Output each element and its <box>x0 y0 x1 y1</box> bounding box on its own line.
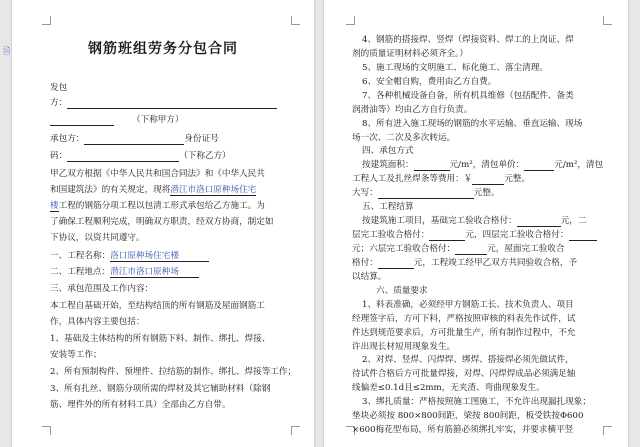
text-line <box>362 215 587 227</box>
label: 大写： <box>352 188 378 199</box>
blank-field[interactable] <box>472 174 504 185</box>
blank-field[interactable] <box>569 230 597 241</box>
blank-field[interactable] <box>378 188 474 199</box>
section-heading: 六、质量要求 <box>376 285 428 296</box>
label: 元，屋面完工验收合 <box>487 244 565 254</box>
text-line: 6、安全帽自购，费用由乙方自费。 <box>362 76 497 87</box>
label: 元/m²，清包 <box>554 160 604 171</box>
blank-field[interactable] <box>67 151 179 162</box>
document-title: 钢筋班组劳务分包合同 <box>88 41 238 57</box>
text-line: 2、所有预制构件、预埋件、拉结筋的制作、绑扎、焊接等工作； <box>50 367 297 377</box>
text-line <box>50 250 209 262</box>
text-line <box>50 97 277 109</box>
page-corner-mark <box>346 16 355 25</box>
label: 身份证号 <box>184 134 219 144</box>
label: 元，工程竣工经甲乙双方共同验收合格，予 <box>413 257 578 268</box>
text: 和国建筑法》的有关规定，现将 <box>50 185 171 195</box>
blank-field[interactable] <box>455 244 487 255</box>
text-line: 剂的质量证明材料必须齐全。） <box>352 48 469 59</box>
label: 方： <box>50 98 68 108</box>
text-line <box>352 229 597 241</box>
text-line <box>362 159 603 171</box>
text-line <box>50 150 231 162</box>
blank-field[interactable] <box>50 115 114 126</box>
blank-field[interactable] <box>517 216 561 227</box>
text-line <box>352 173 530 185</box>
text-line <box>50 133 219 145</box>
document-page-left <box>12 0 314 447</box>
text-line: 以结算。 <box>352 271 387 282</box>
text-line: 8、所有进入施工现场的钢筋的水平运输、垂直运输、现场 <box>362 118 583 129</box>
text-line: 待试件合格后方可批量焊接，对焊、闪焊焊成品必须满足轴 <box>352 369 576 380</box>
label: 层完工验收合格付： <box>352 230 430 240</box>
text-line <box>50 184 256 196</box>
text-line: 1、料表准确，必须经甲方钢筋工长、技术负责人、项目 <box>362 299 574 310</box>
label: 一、工程名称： <box>50 251 111 261</box>
label: 元/m²，清包单价： <box>449 160 525 171</box>
label: 按建筑施工项目，基础完工验收合格付： <box>362 216 517 227</box>
blank-field[interactable] <box>524 160 554 171</box>
label: 元；六层完工验收合格付： <box>352 244 456 254</box>
text-line: 5、施工现场的文明施工、标化施工、落尘清理。 <box>362 62 548 73</box>
text-line: 经理签字后，方可下料，严格按照审核的料表先作试件，试 <box>352 313 576 324</box>
text-line: 发包 <box>50 83 68 93</box>
page-corner-mark <box>42 426 51 435</box>
text-line: 下协议，以资共同遵守。 <box>50 233 145 243</box>
page-corner-mark <box>603 16 612 25</box>
page-corner-mark <box>291 426 300 435</box>
text-line: 筋、埋件外的所有材料工具）全部由乙方自带。 <box>50 400 231 410</box>
text-line: 三、承包范围及工作内容： <box>50 284 154 294</box>
document-icon[interactable]: 🗎 <box>3 47 11 57</box>
project-name-field[interactable]: 洛口原种场住宅楼 <box>110 251 209 262</box>
text-line: 1、基础及主体结构的所有钢筋下料、制作、绑扎、焊接、 <box>50 334 271 344</box>
label: 承包方： <box>50 134 85 144</box>
blank-field[interactable] <box>67 98 277 109</box>
label: 格付： <box>352 257 378 268</box>
text-line: 安装等工作； <box>50 350 102 360</box>
text-line <box>352 187 500 199</box>
text-line: 件达到规范要求后，方可批量生产，所有制作过程中，不允 <box>352 327 576 338</box>
text-line: 本工程自基础开始，至结构结顶的所有钢筋及屋面钢筋工 <box>50 301 265 311</box>
text-line: 了确保工程顺利完成，明确双方职责，经双方协商，制定如 <box>50 217 274 227</box>
text: 工程的钢筋分项工程以包清工形式承包给乙方施工。为 <box>58 201 265 211</box>
document-page-right <box>324 0 628 447</box>
project-name-field[interactable]: 潜江市洛口原种场住宅 <box>170 185 257 195</box>
label: 码： <box>50 151 68 161</box>
text-line: 7、各种机械设备自备，所有机具维修（包括配件、备类 <box>362 90 574 101</box>
page-corner-mark <box>603 426 612 435</box>
blank-field[interactable] <box>84 134 184 145</box>
text-line: 作，具体内容主要包括： <box>50 317 145 327</box>
label: 按建筑面积： <box>362 160 414 171</box>
text-line: 线偏差≤0.1d且≤2mm，无夹渣、弯曲现象发生。 <box>352 383 545 394</box>
section-heading: 四、承包方式 <box>362 146 414 157</box>
project-location-field[interactable]: 潜江市洛口原种场 <box>110 267 199 278</box>
text-line: 场一次、二次及多次转运。 <box>352 132 456 143</box>
text-line: 2、对焊、竖焊、闪焊焊、绑焊、搭接焊必须先做试件， <box>362 355 574 366</box>
label: 工程人工及扎丝焊条等费用：￥ <box>352 174 473 185</box>
blank-field[interactable] <box>414 160 450 171</box>
page-corner-mark <box>291 16 300 25</box>
text-line: 3、绑扎质量：严格按照施工图施工，不允许出现漏扎现象； <box>362 397 591 408</box>
text-line <box>352 243 565 255</box>
text-line: 4、钢筋的搭接焊、竖焊（焊接资料、焊工的上岗证、焊 <box>362 35 574 45</box>
project-name-field[interactable]: 楼 <box>50 201 59 211</box>
text-line <box>50 200 265 212</box>
text-line <box>50 114 184 126</box>
label: 元，二 <box>560 216 587 227</box>
label: 元，四层完工验收合格付： <box>465 230 569 240</box>
label: 二、工程地点： <box>50 267 111 277</box>
label: 元整。 <box>473 188 500 199</box>
section-heading: 五、工程结算 <box>362 202 414 213</box>
text-line: 甲乙双方根据《中华人民共和国合同法》和《中华人民共 <box>50 169 265 179</box>
blank-field[interactable] <box>378 258 414 269</box>
text-line <box>50 266 199 278</box>
text-line <box>352 257 577 269</box>
label: （下称乙方） <box>179 151 231 161</box>
blank-field[interactable] <box>429 230 465 241</box>
text-line: 3、所有扎丝、钢筋分项所需的焊材及其它辅助材料（除钢 <box>50 384 271 394</box>
text-line: 许出现长材短用现象发生。 <box>352 341 456 352</box>
text-line: 垫块必须按 800×800间距，梁按 800间距，板受铁按Φ600 <box>352 411 584 422</box>
label: （下称甲方） <box>132 115 184 125</box>
text-line: ×600梅花型布局，所有筋箍必须绑扎牢实，并要求横平竖 <box>352 425 574 436</box>
page-corner-mark <box>42 16 51 25</box>
label: 元整。 <box>504 174 531 185</box>
text-line: 润滑油等）均由乙方自行负责。 <box>352 104 473 115</box>
